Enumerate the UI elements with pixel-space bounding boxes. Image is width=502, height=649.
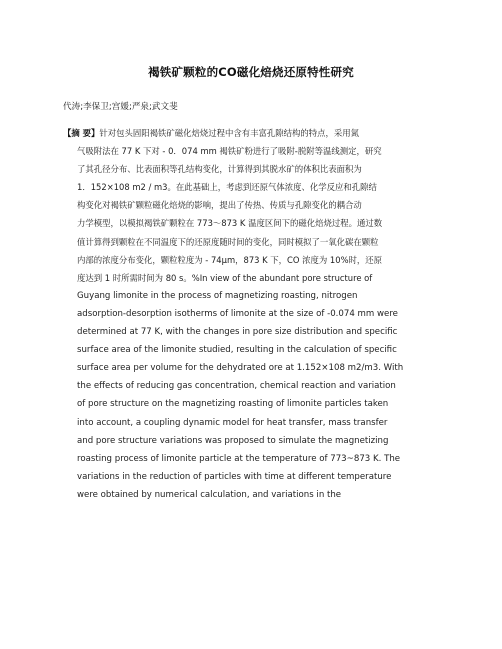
abstract-line-21: were obtained by numerical calculation, and variations in the	[77, 489, 342, 500]
abstract-line-1	[63, 124, 439, 142]
abstract-line-16: of pore structure on the magnetizing roasting of limonite particles taken	[77, 399, 389, 410]
abstract-line-13: surface area of the limonite studied, resulting in the calculation of specific	[77, 345, 397, 356]
abstract-line-2: 气吸附法在 77 K 下对 - 0．074 mm 褐铁矿粉进行了吸附-脱附等温线测定，研究	[77, 146, 382, 157]
abstract-body	[63, 124, 439, 504]
abstract-line-14: surface area per volume for the dehydrated ore at 1.152×108 m2/m3. With	[77, 363, 404, 374]
abstract-line-17: into account, a coupling dynamic model for heat transfer, mass transfer	[77, 417, 388, 428]
abstract-line-9: 度达到 1 时所需时间为 80 s。%In view of the abundant pore structure of	[77, 272, 373, 283]
abstract-line-4: 1．152×108 m2 / m3。在此基础上，考虑到还原气体浓度、化学反应和孔隙结	[77, 182, 377, 193]
abstract-line-10: Guyang limonite in the process of magnetizing roasting, nitrogen	[77, 290, 358, 301]
abstract-line-20: variations in the reduction of particles with time at different temperature	[77, 471, 392, 482]
abstract-line-19: roasting process of limonite particle at the temperature of 773~873 K. The	[77, 453, 401, 464]
abstract-line-3: 了其孔径分布、比表面积等孔结构变化，计算得到其脱水矿的体积比表面积为	[77, 164, 362, 175]
abstract-line-12: determined at 77 K, with the changes in pore size distribution and specific	[77, 327, 398, 338]
abstract-label: 【摘 要】	[63, 128, 100, 138]
abstract-line-15: the effects of reducing gas concentration, chemical reaction and variation	[77, 381, 396, 392]
abstract-line-8: 内部的浓度分布变化，颗粒粒度为 - 74μm，873 K 下，CO 浓度为 10%时，还原	[77, 254, 383, 265]
abstract-line-5: 构变化对褐铁矿颗粒磁化焙烧的影响，提出了传热、传质与孔隙变化的耦合动	[77, 200, 362, 211]
abstract-line-11: adsorption-desorption isotherms of limonite at the size of -0.074 mm were	[77, 308, 398, 319]
abstract-line-7: 值计算得到颗粒在不同温度下的还原度随时间的变化，同时模拟了一氧化碳在颗粒	[77, 236, 379, 247]
author-list: 代涛;李保卫;宫媛;严泉;武文斐	[63, 102, 178, 112]
abstract-line-6: 力学模型，以模拟褐铁矿颗粒在 773～873 K 温度区间下的磁化焙烧过程。通过数	[77, 218, 383, 229]
document-title: 褐铁矿颗粒的CO磁化焙烧还原特性研究	[148, 65, 354, 79]
abstract-line-18: and pore structure variations was proposed to simulate the magnetizing	[77, 435, 389, 446]
abstract-line-1-text: 针对包头固阳褐铁矿磁化焙烧过程中含有丰富孔隙结构的特点，采用氮	[99, 128, 360, 138]
